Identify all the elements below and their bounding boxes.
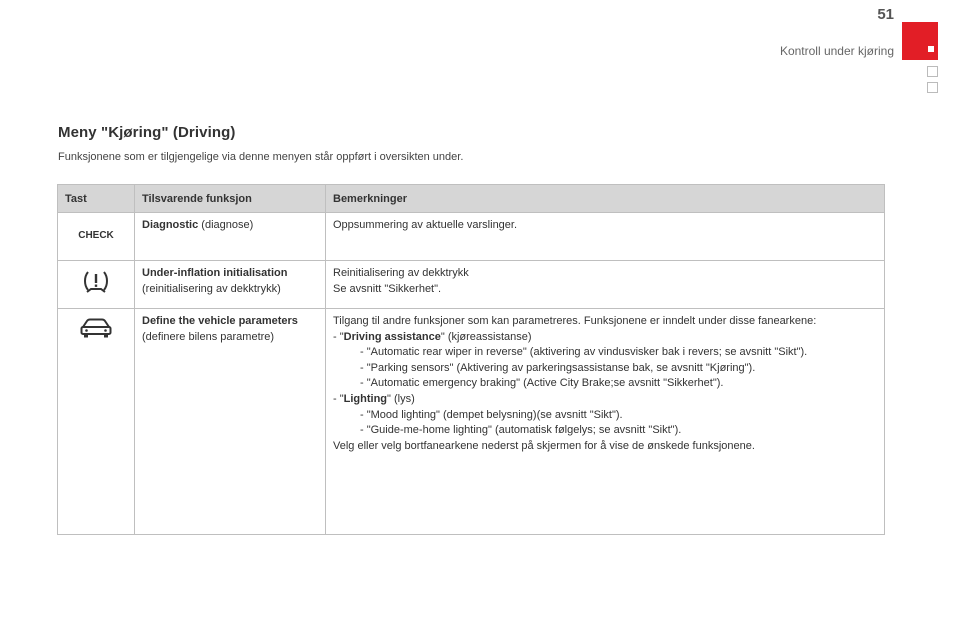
sub-item: - "Parking sensors" (Aktivering av parkeringsassistanse bak, se avsnitt "Kjøring"). <box>360 361 756 374</box>
function-translation: (reinitialisering av dekktrykk) <box>142 282 281 295</box>
tab-name: Lighting <box>343 392 388 405</box>
tab-translation: (kjøreassistanse) <box>444 330 532 343</box>
sub-item: - "Automatic emergency braking" (Active City Brake;se avsnitt "Sikkerhet"). <box>360 377 724 390</box>
driving-menu-table <box>57 184 885 535</box>
function-cell <box>135 261 326 309</box>
header-remarks: Bemerkninger <box>326 185 885 213</box>
header-function: Tilsvarende funksjon <box>135 185 326 213</box>
remark-line: Oppsummering av aktuelle varslinger. <box>333 219 518 231</box>
car-icon <box>79 317 113 339</box>
key-cell <box>58 309 135 535</box>
function-cell <box>135 309 326 535</box>
tab-name: Driving assistance <box>343 330 441 343</box>
chapter-tab <box>902 22 938 60</box>
table-row <box>58 213 885 261</box>
tab-lighting <box>333 392 877 408</box>
list-dash: - <box>333 392 337 405</box>
chapter-tab-square <box>928 46 934 52</box>
function-name: Define the vehicle parameters <box>142 315 298 327</box>
remarks-cell <box>326 261 885 309</box>
tab-translation: (lys) <box>390 392 415 405</box>
function-translation: (diagnose) <box>198 219 254 231</box>
sub-item: - "Automatic rear wiper in reverse" (aktivering av vindusvisker bak i revers; se avsnitt "Sikt"). <box>360 346 808 359</box>
sub-item: - "Mood lighting" (dempet belysning)(se avsnitt "Sikt"). <box>360 408 623 421</box>
section-intro: Funksjonene som er tilgjengelige via denne menyen står oppført i oversikten under. <box>58 151 464 163</box>
key-cell <box>58 261 135 309</box>
function-translation: (definere bilens parametre) <box>142 330 275 343</box>
section-title: Meny "Kjøring" (Driving) <box>58 124 236 141</box>
quote: " <box>339 392 344 405</box>
remark-outro: Velg eller velg bortfanearkene nederst på skjermen for å vise de ønskede funksjonene. <box>333 439 755 452</box>
quote: " <box>440 330 445 343</box>
remarks-cell <box>326 309 885 535</box>
page-number: 51 <box>877 6 894 23</box>
check-key-label: CHECK <box>78 230 114 241</box>
remark-line: Reinitialisering av dekktrykk <box>333 267 469 279</box>
running-header: Kontroll under kjøring <box>779 44 894 58</box>
header-tast: Tast <box>58 185 135 213</box>
table-row <box>58 309 885 535</box>
tyre-pressure-warning-icon <box>82 269 110 295</box>
function-name: Diagnostic <box>142 219 199 231</box>
quote: " <box>339 330 344 343</box>
function-name: Under-inflation initialisation <box>142 267 288 279</box>
key-cell <box>58 213 135 261</box>
remark-intro: Tilgang til andre funksjoner som kan parametreres. Funksjonene er inndelt under disse fanearkene: <box>333 315 817 327</box>
function-cell <box>135 213 326 261</box>
nav-box-1 <box>927 66 938 77</box>
table-row <box>58 261 885 309</box>
list-dash: - <box>333 330 337 343</box>
nav-box-2 <box>927 82 938 93</box>
remarks-cell <box>326 213 885 261</box>
sub-item: - "Guide-me-home lighting" (automatisk følgelys; se avsnitt "Sikt"). <box>360 424 682 437</box>
remark-line: Se avsnitt "Sikkerhet". <box>333 282 442 295</box>
table-header-row <box>58 185 885 213</box>
quote: " <box>387 392 391 405</box>
tab-driving-assistance <box>333 330 877 346</box>
